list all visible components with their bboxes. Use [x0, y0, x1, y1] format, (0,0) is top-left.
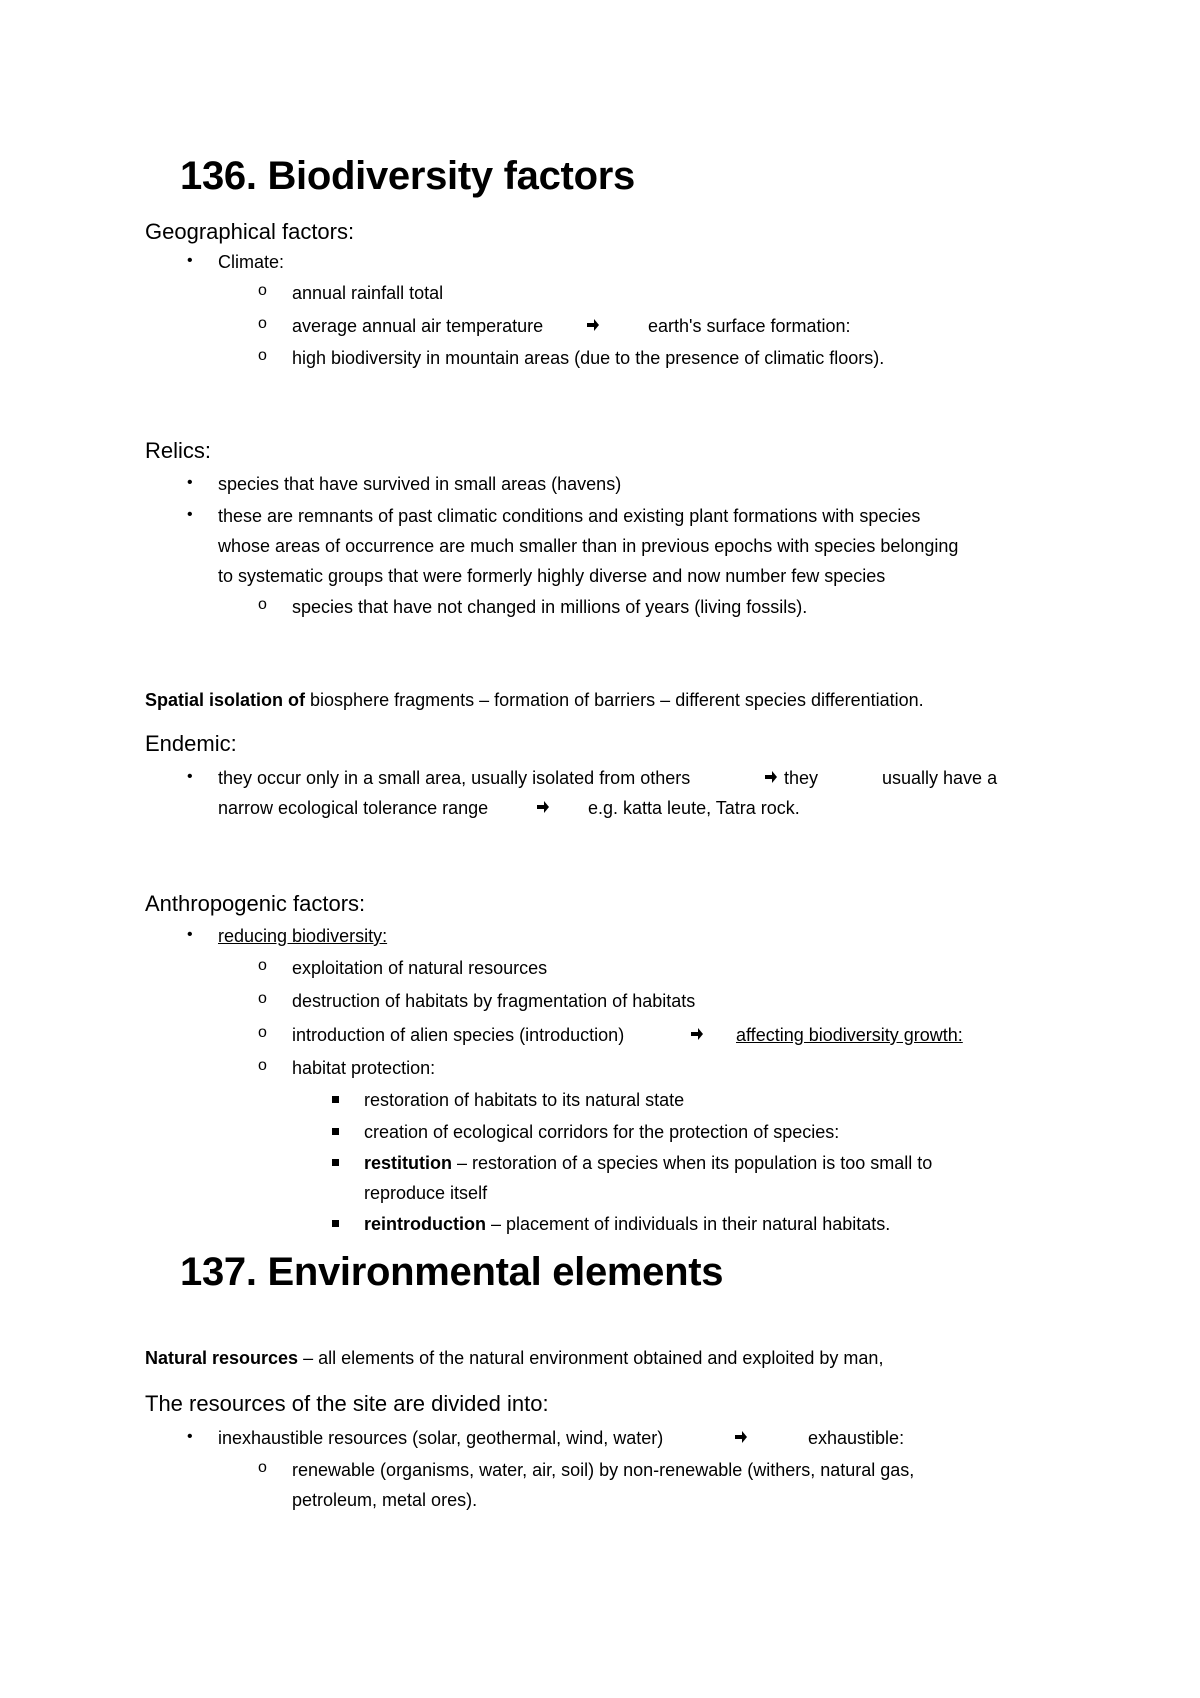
square-bullet-icon	[332, 1128, 339, 1135]
endemic-line-2b: e.g. katta leute, Tatra rock.	[588, 798, 800, 818]
geo-item-rainfall: annual rainfall total	[292, 283, 444, 303]
restitution-bold: restitution	[364, 1153, 452, 1173]
reintroduction-text: – placement of individuals in their natural habitats.	[486, 1214, 891, 1234]
relics-heading: Relics:	[145, 438, 212, 463]
earth-surface-formation: earth's surface formation:	[648, 316, 851, 336]
affecting-biodiversity-growth: affecting biodiversity growth:	[736, 1025, 963, 1045]
resources-divided-heading: The resources of the site are divided into:	[145, 1391, 549, 1416]
endemic-line-2a: narrow ecological tolerance range	[218, 798, 489, 818]
circle-bullet-icon: o	[258, 1459, 267, 1476]
spatial-isolation-line	[145, 688, 924, 712]
inexhaustible-resources: inexhaustible resources (solar, geothermal, wind, water)	[218, 1428, 664, 1448]
relics-bullet-2-line-3: to systematic groups that were formerly highly diverse and now number few species	[218, 566, 886, 586]
section-136-title: 136. Biodiversity factors	[180, 154, 635, 198]
relics-bullet-2-line-1: these are remnants of past climatic conditions and existing plant formations with species	[218, 506, 921, 526]
natural-resources-bold: Natural resources	[145, 1348, 299, 1368]
geographical-factors-heading: Geographical factors:	[145, 219, 355, 244]
bullet-icon: •	[187, 252, 193, 269]
restitution-text: – restoration of a species when its population is too small to	[452, 1153, 933, 1173]
spatial-isolation-bold: Spatial isolation of	[145, 690, 306, 710]
protection-item-reintroduction	[364, 1212, 890, 1236]
relics-bullet-2-line-2: whose areas of occurrence are much smaller than in previous epochs with species belonging	[218, 536, 959, 556]
anthro-item-introduction: introduction of alien species (introduction)	[292, 1025, 625, 1045]
circle-bullet-icon: o	[258, 596, 267, 613]
natural-resources-line	[145, 1346, 883, 1370]
renewable-line-1: renewable (organisms, water, air, soil) by non-renewable (withers, natural gas,	[292, 1460, 915, 1480]
arrow-icon	[734, 1430, 748, 1448]
geo-item-mountain: high biodiversity in mountain areas (due to the presence of climatic floors).	[292, 348, 885, 368]
section-137-title: 137. Environmental elements	[180, 1250, 724, 1294]
arrow-icon	[764, 770, 778, 788]
protection-item-restoration: restoration of habitats to its natural state	[364, 1090, 685, 1110]
circle-bullet-icon: o	[258, 957, 267, 974]
circle-bullet-icon: o	[258, 1057, 267, 1074]
anthro-item-exploitation: exploitation of natural resources	[292, 958, 548, 978]
endemic-heading: Endemic:	[145, 731, 237, 756]
relics-sub-fossils: species that have not changed in millions of years (living fossils).	[292, 597, 808, 617]
anthropogenic-heading: Anthropogenic factors:	[145, 891, 366, 916]
renewable-line-2: petroleum, metal ores).	[292, 1490, 478, 1510]
protection-item-corridors: creation of ecological corridors for the protection of species:	[364, 1122, 840, 1142]
bullet-icon: •	[187, 506, 193, 523]
climate-label: Climate:	[218, 252, 285, 272]
natural-resources-rest: – all elements of the natural environment obtained and exploited by man,	[298, 1348, 884, 1368]
restitution-continuation: reproduce itself	[364, 1183, 488, 1203]
spatial-isolation-rest: biosphere fragments – formation of barriers – different species differentiation.	[305, 690, 924, 710]
bullet-icon: •	[187, 926, 193, 943]
circle-bullet-icon: o	[258, 282, 267, 299]
endemic-line-1c: usually have a	[882, 768, 998, 788]
circle-bullet-icon: o	[258, 990, 267, 1007]
reducing-biodiversity: reducing biodiversity:	[218, 926, 388, 946]
bullet-icon: •	[187, 474, 193, 491]
endemic-line-1a: they occur only in a small area, usually isolated from others	[218, 768, 691, 788]
exhaustible-label: exhaustible:	[808, 1428, 905, 1448]
arrow-icon	[690, 1027, 704, 1045]
circle-bullet-icon: o	[258, 1024, 267, 1041]
protection-item-restitution	[364, 1151, 932, 1175]
arrow-icon	[536, 800, 550, 818]
square-bullet-icon	[332, 1096, 339, 1103]
bullet-icon: •	[187, 1428, 193, 1445]
circle-bullet-icon: o	[258, 315, 267, 332]
anthro-item-habitat-protection: habitat protection:	[292, 1058, 436, 1078]
square-bullet-icon	[332, 1159, 339, 1166]
endemic-line-1b: they	[784, 768, 819, 788]
reintroduction-bold: reintroduction	[364, 1214, 486, 1234]
relics-bullet-1: species that have survived in small areas (havens)	[218, 474, 622, 494]
geo-item-temperature: average annual air temperature	[292, 316, 544, 336]
circle-bullet-icon: o	[258, 347, 267, 364]
bullet-icon: •	[187, 768, 193, 785]
arrow-icon	[586, 318, 600, 336]
square-bullet-icon	[332, 1220, 339, 1227]
anthro-item-destruction: destruction of habitats by fragmentation of habitats	[292, 991, 696, 1011]
